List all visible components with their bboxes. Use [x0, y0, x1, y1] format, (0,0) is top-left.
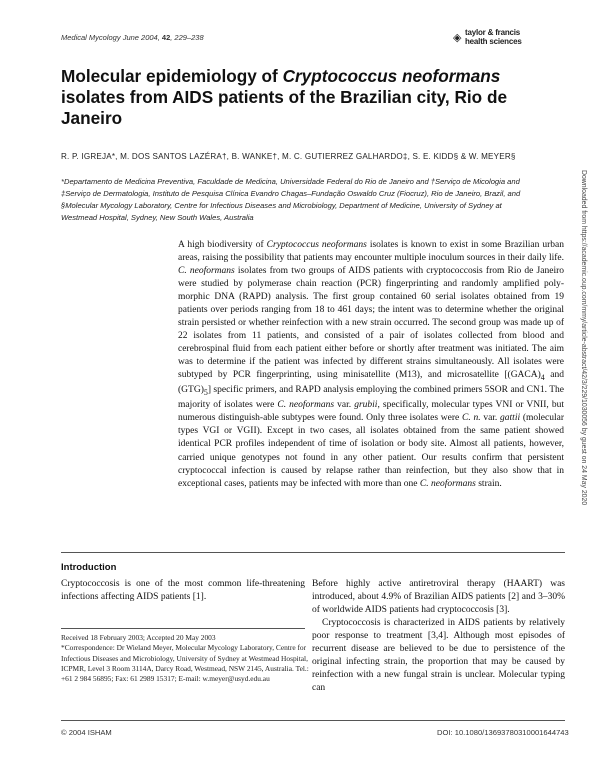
journal-citation [61, 33, 204, 42]
correspondence: *Correspondence: Dr Wieland Meyer, Molecular Mycology Laboratory, Centre for Infectious Diseases and Microbiology, University of Sydney at Westmead Hospital, ICPMR, Level 3 Room 3114A, Darcy Road, Westmead, NSW 2145, Australia. Tel.: +61 2 984 56895; Fax: 61 2989 15317; E-mail: w.meyer@usyd.edu.au [61, 643, 309, 684]
abstract-text: var. [334, 400, 355, 411]
intro-paragraph: Before highly active antiretroviral therapy (HAART) was introduced, about 4.9% of Brazilian AIDS patients [2] and 3–30% of worldwide AIDS patients had cryptococcosis [3]. [312, 579, 565, 616]
footnote-divider [61, 628, 305, 629]
intro-paragraph: Cryptococcosis is characterized in AIDS patients by relatively poor response to treatment [3,4]. Although most episodes of recurrent disease are believed to be due to persistence of the original infecting strain, the proportion that may be caused by reinfection with a new fungal strain is unclear. Molecular typing can [312, 618, 565, 694]
intro-column-right [312, 578, 565, 695]
publisher-name-line1: taylor & francis [465, 28, 521, 37]
publisher-name-line2: health sciences [465, 37, 522, 46]
affiliations: *Departamento de Medicina Preventiva, Faculdade de Medicina, Universidade Federal do Rio de Janeiro and †Serviço de Micologia and ‡Serviço de Dermatologia, Instituto de Pesquisa Clínica Evandro Chagas–Fundação Oswaldo Cruz (Fiocruz), Rio de Janeiro, Brazil, and §Molecular Mycology Laboratory, Centre for Infectious Diseases and Microbiology, Department of Medicine, University of Sydney at Westmead Hospital, Sydney, New South Wales, Australia [61, 177, 521, 222]
title-species: Cryptococcus neoformans [282, 66, 501, 86]
abstract-species: Cryptococcus neoformans [266, 240, 367, 250]
abstract-text: A high biodiversity of [178, 240, 267, 250]
abstract-subscript: 5 [203, 388, 208, 398]
abstract-text: strain. [475, 478, 502, 489]
footer-divider [61, 720, 565, 721]
section-divider [61, 552, 565, 553]
abstract-subscript: 4 [540, 373, 545, 383]
abstract-species: C. neoformans [178, 266, 235, 277]
article-title [61, 66, 561, 129]
abstract-text: var. [480, 413, 501, 424]
abstract-variety: gattii [500, 413, 521, 424]
abstract-text: ] specific primers, and RAPD analysis employing the combined primers 5SOR and CN1. The majority of isolates were [178, 385, 564, 411]
abstract-variety: grubii [354, 400, 378, 411]
abstract-species: C. n. [462, 413, 481, 424]
journal-pages: , 229–238 [170, 33, 204, 42]
publisher-mark-icon: ◈ [453, 32, 462, 44]
abstract-text: isolates from two groups of AIDS patients with cryptococcosis from Rio de Janeiro were studied by polymerase chain reaction (PCR) fingerprinting and randomly amplified poly-morphic DNA (RAPD) analysis. The first group contained 60 serial isolates obtained from 19 patients over periods ranging from 18 to 461 days; the intent was to determine whether the original strain persisted or whether reinfection with a new strain occurred. The second group was made up of 22 isolates from 11 patients, and consisted of a pair of isolates collected from blood and cerebrospinal fluid from each patient either before or shortly after treatment was initiated. The aim was to determine if the patient was infected by different strains simultaneously. All isolates were subtyped by PCR fingerprinting, using minisatellite (M13), and microsatellite [(GACA) [178, 266, 564, 381]
journal-name: Medical Mycology June 2004, [61, 33, 160, 42]
received-dates: Received 18 February 2003; Accepted 20 May 2003 [61, 633, 216, 642]
copyright: © 2004 ISHAM [61, 728, 112, 737]
title-part: Molecular epidemiology of [61, 66, 283, 86]
abstract-text: (molecular types VGI or VGII). Except in two cases, all isolates obtained from the same patient showed identical PCR profiles independent of time of isolation or body site. Almost all patients, however, carried unique genotypes not found in any other patient. Our results confirm that persistent cryptococcal infection is caused by relapse rather than reinfection, but they also show that in exceptional cases, patients may be infected with more than one [178, 413, 564, 489]
intro-column-left: Cryptococcosis is one of the most common life-threatening infections affecting AIDS patients [1]. [61, 579, 305, 603]
abstract-text: and (GTG) [178, 370, 564, 396]
abstract-species: C. neoformans [419, 478, 476, 489]
abstract-species: C. neoformans [277, 400, 335, 411]
doi: DOI: 10.1080/13693780310001644743 [437, 728, 569, 737]
abstract [178, 239, 564, 491]
section-heading-introduction: Introduction [61, 562, 117, 573]
abstract-text: , specifically, molecular types VNI or VNII, but numerous distinguish-able subtypes were found. Only three isolates were [178, 400, 564, 424]
download-text: Downloaded from https://academic.oup.com/mmy/article-abstract/42/3/229/1030056 by guest on 24 May 2020 [580, 170, 587, 506]
journal-volume: 42 [161, 33, 171, 42]
abstract-text: isolates is known to exist in some Brazilian urban areas, raising the possibility that patients may encounter multiple inoculum sources in their daily life. [178, 240, 564, 264]
publisher-logo [453, 28, 563, 50]
title-part: isolates from AIDS patients of the Brazilian city, Rio de Janeiro [61, 87, 508, 128]
footnote [61, 633, 309, 684]
download-watermark [578, 170, 588, 590]
author-list: R. P. IGREJA*, M. DOS SANTOS LAZÉRA†, B. WANKE†, M. C. GUTIERREZ GALHARDO‡, S. E. KIDD§ & W. MEYER§ [61, 152, 516, 161]
